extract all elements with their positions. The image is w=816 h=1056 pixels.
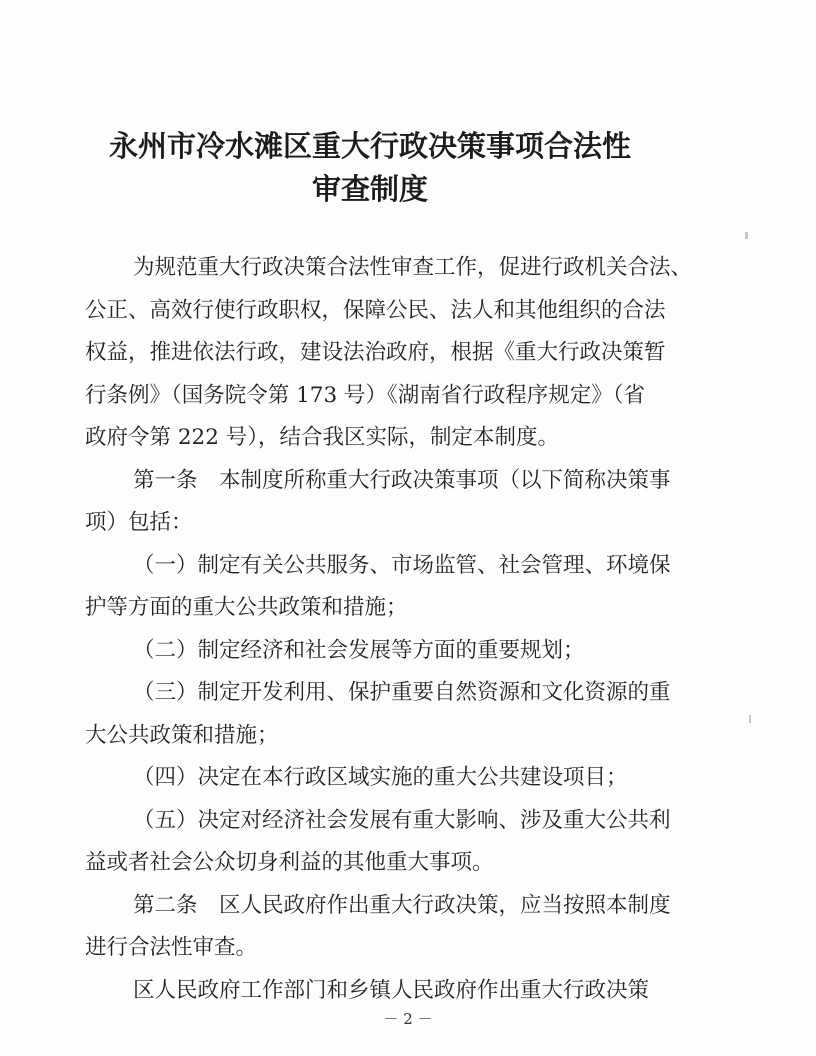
body-line: 项）包括：: [85, 510, 193, 535]
document-title-line-2: 审查制度: [311, 172, 428, 206]
body-line: 区人民政府工作部门和乡镇人民政府作出重大行政决策: [133, 978, 650, 1003]
body-line: 行条例》（国务院令第 173 号）《湖南省行政程序规定》（省: [85, 383, 645, 408]
list-item-line: （一）制定有关公共服务、市场监管、社会管理、环境保: [133, 553, 671, 578]
list-item-line: （五）决定对经济社会发展有重大影响、涉及重大公共利: [133, 808, 671, 833]
body-line: 公正、高效行使行政职权，保障公民、法人和其他组织的合法: [85, 298, 666, 323]
body-line: 权益，推进依法行政，建设法治政府，根据《重大行政决策暂: [85, 340, 666, 365]
body-line: 为规范重大行政决策合法性审查工作，促进行政机关合法、: [133, 255, 693, 280]
list-item-line: （四）决定在本行政区域实施的重大公共建设项目；: [133, 765, 628, 790]
article-heading-line: 第一条 本制度所称重大行政决策事项（以下简称决策事: [133, 468, 671, 493]
page-number: － 2 －: [383, 1010, 433, 1028]
scan-speck: [745, 232, 748, 239]
body-line: 政府令第 222 号），结合我区实际，制定本制度。: [85, 425, 559, 450]
document-title-line-1: 永州市冷水滩区重大行政决策事项合法性: [108, 129, 631, 163]
scan-speck: [749, 715, 751, 723]
body-line: 护等方面的重大公共政策和措施；: [85, 595, 408, 620]
list-item-line: （三）制定开发利用、保护重要自然资源和文化资源的重: [133, 680, 671, 705]
article-heading-line: 第二条 区人民政府作出重大行政决策，应当按照本制度: [133, 893, 671, 918]
body-line: 大公共政策和措施；: [85, 723, 279, 748]
body-line: 益或者社会公众切身利益的其他重大事项。: [85, 850, 494, 875]
body-line: 进行合法性审查。: [85, 935, 258, 960]
list-item-line: （二）制定经济和社会发展等方面的重要规划；: [133, 638, 585, 663]
